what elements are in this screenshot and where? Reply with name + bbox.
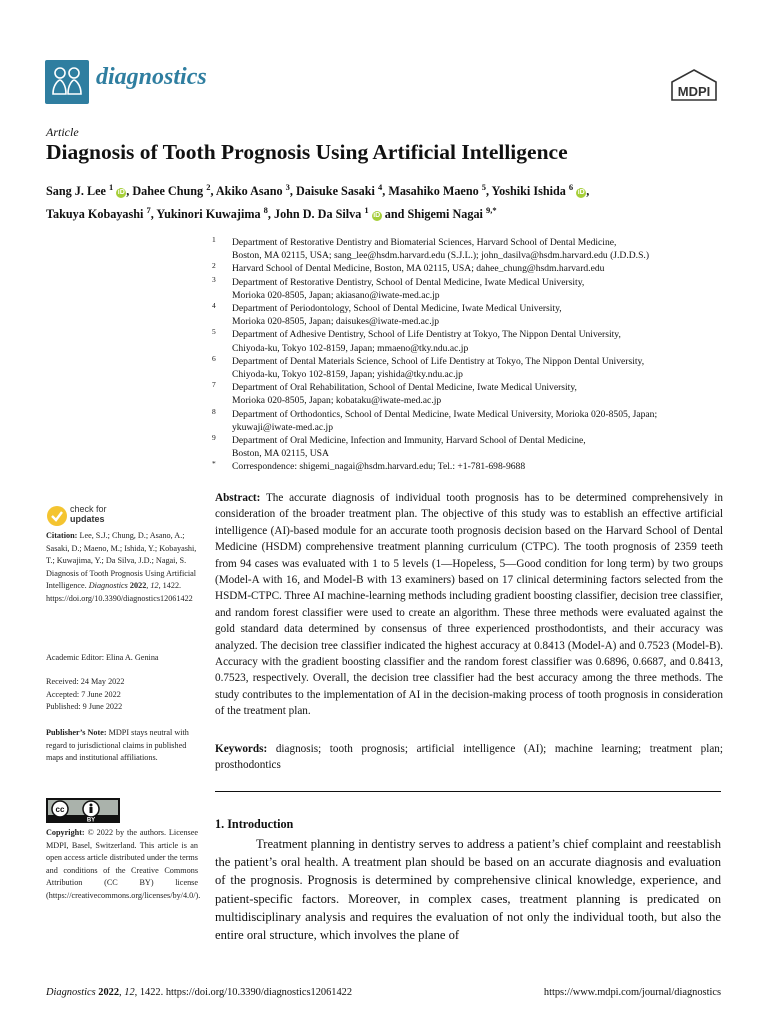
affiliation-line: Department of Adhesive Dentistry, School of Life Dentistry at Tokyo, The Nippon Dental University, <box>232 329 621 341</box>
affiliation-line: Department of Oral Medicine, Infection and Immunity, Harvard School of Dental Medicine, <box>232 435 586 447</box>
authors-line-1: Sang J. Lee $^1$ iD , Dahee Chung $^2$, Akiko Asano $^3$, Daisuke Sasaki $^4$, Masahiko Maeno $^5$, Yoshiki Ishida $^6$ iD , <box>46 182 590 199</box>
abstract <box>215 490 723 720</box>
affiliation-item <box>210 276 730 302</box>
cc-icon: cc <box>55 805 65 814</box>
dates-block <box>46 676 198 714</box>
author-name: Yukinori Kuwajima <box>156 207 264 222</box>
publishers-note <box>46 727 198 765</box>
footer-citation: Diagnostics 2022, 12, 1422. https://doi.org/10.3390/diagnostics12061422 <box>46 987 353 998</box>
affiliation-line: Harvard School of Dental Medicine, Boston, MA 02115, USA; dahee_chung@hsdm.harvard.edu <box>232 263 605 275</box>
affiliation-line: Morioka 020-8505, Japan; kobataku@iwate-med.ac.jp <box>232 395 442 407</box>
author-affiliation-sup: 1 <box>108 182 114 192</box>
affiliation-number: 3 <box>212 274 216 284</box>
author-name: Daisuke Sasaki <box>296 184 378 199</box>
author-affiliation-sup: 6 <box>568 182 574 192</box>
author-list <box>46 178 736 224</box>
person-icon <box>90 804 93 807</box>
publishers-note-text: MDPI stays neutral with regard to jurisdictional claims in published maps and institutional affiliations. <box>46 728 189 763</box>
affiliation-line: Department of Orthodontics, School of Dental Medicine, Iwate Medical University, Morioka 020-8505, Japan; <box>232 408 658 420</box>
author-affiliation-sup: 8 <box>263 205 268 216</box>
section-title-introduction: 1. Introduction <box>215 817 294 831</box>
check-for-updates-icon[interactable] <box>46 505 68 532</box>
affiliation-item <box>210 328 730 354</box>
footer-doi[interactable]: , 1422. https://doi.org/10.3390/diagnostics12061422 <box>134 987 353 998</box>
author-affiliation-sup: 3 <box>285 182 290 192</box>
copyright-label: Copyright: <box>46 828 85 837</box>
affiliation-item <box>210 302 730 328</box>
introduction-text <box>215 835 721 944</box>
affiliation-number: * <box>212 459 216 469</box>
affiliation-item <box>210 262 730 275</box>
keywords-label: Keywords: <box>215 743 268 755</box>
affiliation-number: 9 <box>212 433 216 443</box>
affiliation-line: ykuwaji@iwate-med.ac.jp <box>232 421 334 433</box>
check-for-updates-line1: check for <box>70 504 107 514</box>
received-date: Received: 24 May 2022 <box>46 677 125 686</box>
affiliation-line: Correspondence: shigemi_nagai@hsdm.harvard.edu; Tel.: +1-781-698-9688 <box>232 461 526 473</box>
footer-journal: Diagnostics <box>46 987 96 998</box>
citation-text: Lee, S.J.; Chung, D.; Asano, A.; Sasaki, D.; Maeno, M.; Ishida, Y.; Kobayashi, T.; Kuwajima, Y.; Da Silva, J.D.; Nagai, S. Diagnosis of Tooth Prognosis Using Artificial Intelligence. <box>46 531 197 591</box>
mdpi-logo-text: MDPI <box>677 84 711 99</box>
keywords <box>215 741 723 774</box>
affiliation-number: 8 <box>212 406 216 416</box>
check-for-updates-link[interactable] <box>70 505 107 524</box>
orcid-icon[interactable]: iD <box>577 189 585 197</box>
orcid-icon[interactable]: iD <box>117 189 125 197</box>
published-date: Published: 9 June 2022 <box>46 702 123 712</box>
author-affiliation-sup: 2 <box>206 182 211 192</box>
affiliation-number: 6 <box>212 353 216 363</box>
keywords-text: diagnosis; tooth prognosis; artificial intelligence (AI); machine learning; treatment plan; prosthodontics <box>215 743 723 772</box>
author-name: Akiko Asano <box>215 184 286 199</box>
cc-by-license-badge[interactable] <box>46 798 120 823</box>
citation-volume: 12 <box>150 581 159 591</box>
affiliation-line: Department of Dental Materials Science, School of Life Dentistry at Tokyo, The Nippon Dental University, <box>232 355 645 367</box>
affiliation-item <box>210 460 730 473</box>
affiliation-line: Department of Periodontology, School of Dental Medicine, Iwate Medical University, <box>232 303 562 315</box>
affiliation-line: Chiyoda-ku, Tokyo 102-8159, Japan; mmaeno@tky.ndu.ac.jp <box>232 342 469 354</box>
footer-volume: 12 <box>124 987 135 998</box>
author-name: Masahiko Maeno <box>388 184 482 199</box>
author-name: Sang J. Lee <box>46 184 109 199</box>
citation-label: Citation: <box>46 531 78 540</box>
abstract-label: Abstract: <box>215 492 261 504</box>
author-name: Takuya Kobayashi <box>46 207 147 222</box>
affiliation-line: Chiyoda-ku, Tokyo 102-8159, Japan; yishida@tky.ndu.ac.jp <box>232 369 463 381</box>
academic-editor: Academic Editor: Elina A. Genina <box>46 653 159 662</box>
affiliation-item <box>210 408 730 434</box>
intro-paragraph: Treatment planning in dentistry serves to address a patient’s chief complaint and reestablish the patient’s oral health. A treatment plan should be based on an accurate diagnosis and evaluation of the prognosis. Prognosis is determined by comprehensive clinical knowledge, experience, and patient-specific factors. Moreover, in complex cases, treatment planning is predicated on multidisciplinary analysis and requires the evaluation of not only the individual tooth, but also the entire oral structure, which involves the plane of <box>215 837 721 943</box>
author-affiliation-sup: 9,* <box>485 205 497 216</box>
footer-journal-url[interactable]: https://www.mdpi.com/journal/diagnostics <box>543 987 721 998</box>
citation-block: Citation: Lee, S.J.; Chung, D.; Asano, A.; Sasaki, D.; Maeno, M.; Ishida, Y.; Kobayashi, T.; Kuwajima, Y.; Da Silva, J.D.; Nagai, S. Diagnosis of Tooth Prognosis Using Artificial Intelligence. Diagnostics 2022, 12, 1422. https://doi.org/10.3390/diagnostics12061422 <box>46 531 197 603</box>
by-label: BY <box>86 817 96 823</box>
authors-line-2: Takuya Kobayashi $^7$, Yukinori Kuwajima $^8$, John D. Da Silva $^1$ iD and Shigemi Nagai $^{9,*}$ <box>46 205 497 222</box>
author-affiliation-sup: 5 <box>481 182 487 192</box>
affiliation-line: Department of Restorative Dentistry and Biomaterial Sciences, Harvard School of Dental Medicine, <box>232 237 617 248</box>
author-affiliation-sup: 7 <box>146 205 151 216</box>
affiliation-list <box>210 236 730 474</box>
copyright-block <box>46 827 201 903</box>
affiliation-number: 4 <box>212 301 216 311</box>
author-name: Shigemi Nagai <box>407 207 486 222</box>
publishers-note-label: Publisher’s Note: <box>46 728 107 737</box>
affiliation-item <box>210 434 730 460</box>
affiliation-number: 1 <box>212 235 216 244</box>
orcid-icon[interactable]: iD <box>373 212 381 220</box>
citation-year: 2022 <box>129 581 147 591</box>
footer-year: 2022 <box>98 987 120 998</box>
affiliation-line: Morioka 020-8505, Japan; akiasano@iwate-med.ac.jp <box>232 289 440 301</box>
author-name: Yoshiki Ishida <box>491 184 569 199</box>
article-type: Article <box>46 125 79 139</box>
affiliation-line: Morioka 020-8505, Japan; daisukes@iwate-med.ac.jp <box>232 316 440 328</box>
affiliation-line: Boston, MA 02115, USA; sang_lee@hsdm.harvard.edu (S.J.L.); john_dasilva@hsdm.harvard.edu (J.D.D.S.) <box>232 250 650 262</box>
affiliation-item <box>210 355 730 381</box>
affiliation-item <box>210 236 730 262</box>
section-divider <box>215 791 721 792</box>
copyright-text: © 2022 by the authors. Licensee MDPI, Basel, Switzerland. This article is an open access article distributed under the terms and conditions of the Creative Commons Attribution (CC BY) license (https://creativecommons.org/licenses/by/4.0/). <box>46 828 201 900</box>
check-for-updates-line2: updates <box>70 513 105 524</box>
author-name: John D. Da Silva <box>273 207 365 222</box>
author-name: Dahee Chung <box>132 184 207 199</box>
mdpi-logo <box>668 68 720 107</box>
author-affiliation-sup: 1 <box>364 205 369 216</box>
affiliation-number: 7 <box>212 380 216 390</box>
citation-doi[interactable]: , 1422. https://doi.org/10.3390/diagnostics12061422 <box>46 581 193 603</box>
citation-journal: Diagnostics <box>88 581 128 591</box>
author-affiliation-sup: 4 <box>377 182 383 192</box>
author-and: and <box>381 207 408 222</box>
affiliation-line: Department of Restorative Dentistry, School of Dental Medicine, Iwate Medical University, <box>232 276 585 288</box>
affiliation-line: Department of Oral Rehabilitation, School of Dental Medicine, Iwate Medical University, <box>232 382 577 394</box>
affiliation-line: Boston, MA 02115, USA <box>232 448 329 460</box>
accepted-date: Accepted: 7 June 2022 <box>46 689 121 699</box>
affiliation-number: 2 <box>212 261 216 271</box>
journal-name: diagnostics <box>96 64 207 90</box>
abstract-text: The accurate diagnosis of individual tooth prognosis has to be determined comprehensively in consideration of the broader treatment plan. The objective of this study was to establish an effective artificial intelligence (AI)-based module for an accurate tooth prognosis decision based on the Harvard School of Dental Medicine (HSDM) comprehensive treatment planning curriculum (CTPC). The tooth prognosis of 2359 teeth from 94 cases was evaluated with 1 to 5 levels (1—Hopeless, 5—Good condition for long term) by two groups (Model-A with 16, and Model-B with 13 examiners) based on 17 clinical determining factors selected from the HSDM-CTPC. Three AI machine-learning methods including gradient boosting classifier, decision tree classifier, and random forest classifier were used to create an algorithm. These three methods were evaluated against the gold standard data determined by consensus of three experienced prosthodontists, and their accuracy was analyzed. The decision tree classifier indicated the highest accuracy at 0.8413 (Model-A) and 0.7523 (Model-B). Accuracy with the gradient boosting classifier and the random forest classifier was 0.6896, 0.6687, and 0.8413, 0.7523, respectively. Overall, the decision tree classifier had the best accuracy among the three methods. The study contributes to the implementation of AI in the decision-making process of tooth prognosis in consideration of the treatment plan. <box>215 492 723 718</box>
affiliation-number: 5 <box>212 327 216 337</box>
paper-title: Diagnosis of Tooth Prognosis Using Artificial Intelligence <box>46 140 568 164</box>
affiliation-item <box>210 381 730 407</box>
journal-logo-icon <box>45 60 89 104</box>
